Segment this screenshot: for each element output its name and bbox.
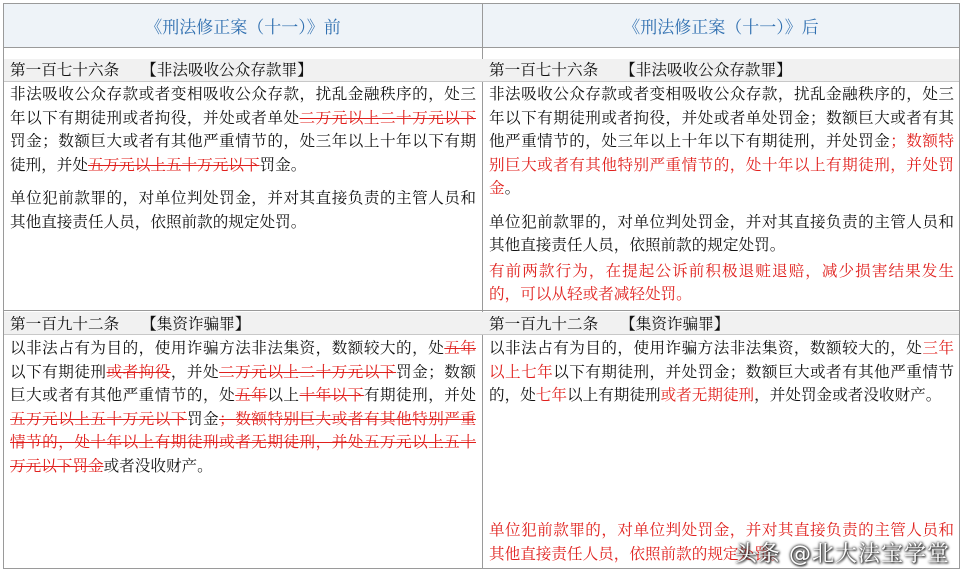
art192-before-para1: 以非法占有为目的，使用诈骗方法非法集资，数额较大的，处五年以下有期徒刑或者拘役，并处二万元以上二十万元以下罚金；数额巨大或者有其他严重情节的，处五年以上十年以下有期徒刑，并处五万元以上五十万元以下罚金；数额特别巨大或者有其他特别严重情节的，处十年以上有期徒刑或者无期徒刑，并处五万元以上五十万元以下罚金或者没收财产。 [10, 339, 476, 475]
art192-after-title: 第一百九十二条 【集资诈骗罪】 [489, 315, 730, 333]
art192-after-para2: 单位犯前款罪的，对单位判处罚金，并对其直接负责的主管人员和其他直接责任人员，依照前款的规定处罚。 [489, 521, 954, 563]
art176-after-para1: 非法吸收公众存款或者变相吸收公众存款，扰乱金融秩序的，处三年以下有期徒刑或者拘役，并处或者单处罚金；数额巨大或者有其他严重情节的，处三年以上十年以下有期徒刑，并处罚金；数额特别巨大或者有其他特别严重情节的，处十年以上有期徒刑，并处罚金。 [489, 85, 954, 197]
header-before-label: 《刑法修正案（十一）》前 [145, 18, 341, 38]
comparison-table [3, 3, 960, 569]
art192-after-cell [483, 310, 960, 408]
header-after [483, 4, 959, 48]
art192-after-para1: 以非法占有为目的，使用诈骗方法非法集资，数额较大的，处三年以上七年以下有期徒刑，并处罚金；数额巨大或者有其他严重情节的，处七年以上有期徒刑或者无期徒刑，并处罚金或者没收财产。 [489, 339, 954, 404]
art192-before-cell [4, 310, 482, 478]
art176-after-para2: 单位犯前款罪的，对单位判处罚金，并对其直接负责的主管人员和其他直接责任人员，依照前款的规定处罚。 [489, 212, 954, 254]
art176-after-para3: 有前两款行为，在提起公诉前积极退赃退赔，减少损害结果发生的，可以从轻或者减轻处罚。 [489, 261, 954, 303]
art176-after-cell [483, 56, 960, 307]
header-before [4, 4, 482, 48]
art192-before-title: 第一百九十二条 【集资诈骗罪】 [10, 315, 251, 333]
art176-before-title: 第一百七十六条 【非法吸收公众存款罪】 [10, 61, 313, 79]
header-after-label: 《刑法修正案（十一）》后 [623, 18, 819, 38]
watermark: 头条 @北大法宝学堂 [735, 542, 950, 567]
art176-before-cell [4, 56, 482, 234]
art176-after-title: 第一百七十六条 【非法吸收公众存款罪】 [489, 61, 792, 79]
art176-before-para2: 单位犯前款罪的，对单位判处罚金，并对其直接负责的主管人员和其他直接责任人员，依照前款的规定处罚。 [10, 189, 476, 231]
art176-before-para1: 非法吸收公众存款或者变相吸收公众存款，扰乱金融秩序的，处三年以下有期徒刑或者拘役，并处或者单处二万元以上二十万元以下罚金；数额巨大或者有其他严重情节的，处三年以上十年以下有期徒刑，并处五万元以上五十万元以下罚金。 [10, 85, 476, 174]
